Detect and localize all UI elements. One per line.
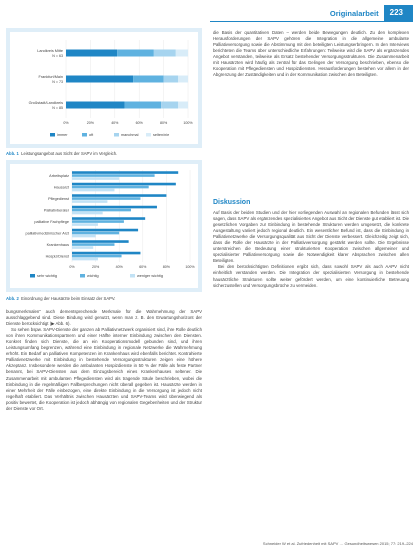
fig1-bar-manchmal: [161, 102, 178, 109]
fig1-bar-selten/nie: [176, 50, 188, 57]
fig2-category-label: Arbeitsplatz: [49, 174, 69, 179]
fig1-bar-immer: [66, 50, 117, 57]
fig1-legend-swatch: [114, 133, 119, 137]
fig1-n-label: N = 63: [52, 54, 63, 58]
fig2-bar-wichtig: [72, 186, 149, 189]
fig2-bar-weniger wichtig: [72, 246, 93, 249]
page-number: 223: [384, 5, 413, 21]
right-paragraph-3: Bei den berücksichtigten Definitionen ergibt sich, dass sowohl SAPV als auch AAPV nicht einheitlich verstanden werden. Die Integration der spezialisierten Versorgung in bestehende hausärztliche Strukturen sollte weiter gefördert werden, um eine kontinuierliche Betreuung sicherzustellen und Versorgungsbrüche zu vermeiden.: [213, 264, 409, 288]
fig2-bar-weniger wichtig: [72, 258, 98, 261]
fig1-bar-selten/nie: [178, 102, 188, 109]
fig1-legend-label: oft: [89, 133, 94, 137]
fig2-category-label: Pflegedienst: [48, 197, 69, 202]
fig1-bar-immer: [66, 76, 133, 83]
header-rule: [210, 21, 413, 22]
fig1-tick-label: 60%: [135, 121, 143, 125]
left-paragraph-1: bungsmerkmalen" auch dementsprechende Merkmale für die Wahrnehmung der SAPV ausschlaggebend sind. Diese Bindung wird genutzt, wenn man z. B. den Erwartungshorizont der Dienste berücksichtigt (▶ Abb. 6).: [6, 309, 202, 327]
fig2-legend-swatch: [30, 274, 35, 278]
fig1-tick-label: 80%: [159, 121, 168, 125]
fig2-legend-label: weniger wichtig: [137, 274, 163, 278]
fig1-bar-manchmal: [154, 50, 176, 57]
fig1-tick-label: 100%: [183, 121, 193, 125]
figure-1-chart: [10, 32, 198, 144]
fig1-tick-label: 20%: [86, 121, 95, 125]
fig1-n-label: N = 73: [52, 80, 63, 84]
fig1-bar-immer: [66, 102, 125, 109]
fig2-bar-sehr wichtig: [72, 194, 166, 197]
figure-1-caption-text: Leistungsangebot aus Sicht der SAPV im Vergleich.: [21, 151, 118, 156]
fig1-legend-label: selten/nie: [153, 133, 170, 137]
fig2-tick-label: 100%: [185, 265, 195, 269]
fig2-bar-sehr wichtig: [72, 171, 178, 174]
fig2-legend-swatch: [130, 274, 135, 278]
fig2-bar-weniger wichtig: [72, 200, 107, 203]
fig2-tick-label: 80%: [162, 265, 171, 269]
fig2-tick-label: 20%: [91, 265, 100, 269]
fig2-bar-weniger wichtig: [72, 212, 103, 215]
left-paragraph-2: So sehen bspw. SAPV-Dienste der ganzen ab Palliativnetzwerk organisiert sind, ihre Rolle deutlich von ihren Kommunikationspartnern und einer Hälfte interner Einbindung zwischen den Diensten. Konkret finden sich Dienste, die an ein Kooperationsmodell gebunden sind, und ihren Leistungsumfang begrenzen, während eine Einbindung in regionale Netzwerke die Wahrnehmung erhöht. Ein Bedarf an palliativen Kompetenzen im Krankenhaus wird ebenfalls berichtet. Kontrahierte Palliativnetzwerke mit Einbindung in bestehende Versorgungsstrukturen zeigen eine höhere Akzeptanz. Insbesondere werden die ambulanten Hospizdienste in 50 % der Fälle als feste Partner benannt, bei SAPV-Diensten aus dem Einzugsbereich eines Krankenhauses seltener. Die Zusammenarbeit mit ambulanten Pflegediensten wird als tragende Säule beschrieben, wobei die Einbindung in die regelmäßigen Fallbesprechungen nicht überall gegeben ist. Hausärzte werden in einer Mehrheit der Fälle einbezogen, eine direkte Einbindung in die Versorgung ist jedoch nicht regelhaft etabliert. Das Verhältnis zwischen Hausärzten und SAPV-Teams wird überwiegend als positiv bewertet, die Kooperation ist jedoch abhängig von regionalen Gegebenheiten und der Struktur der Dienste vor Ort.: [6, 327, 202, 411]
fig1-category-label: Landkreis Mitte: [37, 49, 63, 53]
figure-2-panel: [10, 164, 198, 288]
fig2-bar-sehr wichtig: [72, 229, 138, 232]
fig2-category-label: palliative Fachpflege: [34, 220, 69, 225]
figure-2-caption-label: Abb. 2: [6, 296, 19, 301]
fig2-tick-label: 40%: [115, 265, 123, 269]
right-column-text-discussion: [213, 210, 409, 289]
fig1-legend-label: manchmal: [121, 133, 139, 137]
figure-2-caption: [6, 296, 202, 301]
fig2-bar-weniger wichtig: [72, 177, 119, 180]
fig1-n-label: N = 85: [52, 106, 63, 110]
figure-2-chart: [10, 164, 198, 288]
fig2-bar-sehr wichtig: [72, 252, 140, 255]
fig2-bar-sehr wichtig: [72, 183, 176, 186]
fig2-bar-weniger wichtig: [72, 223, 98, 226]
fig2-category-label: Krankenhaus: [46, 243, 69, 248]
fig1-legend-label: immer: [57, 133, 68, 137]
fig2-legend-label: wichtig: [87, 274, 99, 278]
fig2-bar-weniger wichtig: [72, 235, 96, 238]
left-column-text: [6, 309, 202, 412]
section-label: Originalarbeit: [329, 8, 379, 18]
fig1-category-label: Frankfurt/Main: [38, 75, 63, 79]
fig2-bar-weniger wichtig: [72, 189, 114, 192]
right-paragraph-2: Auf Basis der beiden Studien und der hier vorliegenden Auswahl an regionalen Befunden lässt sich sagen, dass SAPV als ergänzendes spezialisiertes Angebot aus Sicht der Dienste gut etabliert ist. Die gesetzlichen Vorgaben zur Einbindung in bestehende Strukturen werden umgesetzt, die konkrete Ausgestaltung variiert jedoch regional deutlich. Ein wesentlicher Befund ist, dass die Einbindung in Palliativnetzwerke die Versorgungsqualität aus Sicht der Dienste verbessert. Gleichzeitig zeigt sich, dass die Rolle der Hausärzte in der Palliativversorgung gestärkt werden sollte. Die Ergebnisse unterstreichen die Bedeutung einer strukturierten Kooperation zwischen allgemeiner und spezialisierter Palliativversorgung sowie die Notwendigkeit klarer Absprachen zwischen allen Beteiligten.: [213, 210, 409, 264]
fig2-category-label: Palliativberater: [43, 208, 69, 213]
fig1-legend-swatch: [50, 133, 55, 137]
figure-2-box: [6, 160, 202, 292]
figure-2-caption-text: Einordnung der Hausärzte beim Einsatz der SAPV.: [21, 296, 116, 301]
fig1-bar-oft: [125, 102, 162, 109]
fig2-bar-sehr wichtig: [72, 240, 129, 243]
fig2-tick-label: 0%: [69, 265, 75, 269]
fig2-category-label: Hausarzt: [53, 185, 69, 190]
fig1-bar-manchmal: [164, 76, 179, 83]
fig1-tick-label: 0%: [63, 121, 69, 125]
fig2-bar-sehr wichtig: [72, 217, 145, 220]
fig1-category-label: Großstadt/Landkreis: [28, 101, 63, 105]
fig2-bar-wichtig: [72, 232, 119, 235]
fig2-bar-wichtig: [72, 220, 124, 223]
figure-1-panel: [10, 32, 198, 144]
fig2-bar-sehr wichtig: [72, 206, 157, 209]
right-column-text-top: [213, 30, 409, 78]
fig2-legend-label: sehr wichtig: [37, 274, 58, 278]
fig2-legend-swatch: [80, 274, 85, 278]
section-heading-diskussion: Diskussion: [213, 199, 251, 206]
fig1-legend-swatch: [82, 133, 87, 137]
figure-1-caption-label: Abb. 1: [6, 151, 19, 156]
fig1-bar-selten/nie: [178, 76, 188, 83]
fig2-bar-wichtig: [72, 209, 131, 212]
fig2-bar-wichtig: [72, 174, 155, 177]
fig1-bar-oft: [133, 76, 164, 83]
right-paragraph-1: die Basis der quantitativen Daten – werden beide Bewegungen deutlich. Zu den komplexen Herausforderungen der SAPV gehören die Integration in die allgemeine ambulante Palliativversorgung sowie die Abstimmung mit den beteiligten Leistungserbringern. In den Interviews berichteten die Teams über unterschiedliche Erfahrungen: Teilweise wird die SAPV als ergänzendes Angebot verstanden, teilweise als Ersatz bestehender Versorgungsstrukturen. Die Zusammenarbeit mit Hausärzten wird häufig als zentral für das Gelingen der Versorgung beschrieben, ebenso die Kooperation mit Pflegediensten und Hospizdiensten. Herausforderungen bestehen vor allem in der Abgrenzung der Zuständigkeiten und in der Kommunikation zwischen den Beteiligten.: [213, 30, 409, 78]
page-header: [330, 4, 413, 22]
fig2-category-label: Hospiz/Dienst: [45, 254, 69, 259]
fig1-bar-oft: [117, 50, 154, 57]
fig1-legend-swatch: [146, 133, 151, 137]
fig1-tick-label: 40%: [111, 121, 119, 125]
fig2-category-label: palliativmedizinischer Arzt: [25, 231, 69, 236]
figure-1-box: [6, 28, 202, 148]
figure-1-caption: [6, 151, 202, 156]
page-footer: Schneider W et al. Zufriedenheit mit SAPV … Gesundheitswesen 2015; 77: 219–224: [262, 541, 413, 546]
fig2-bar-wichtig: [72, 243, 114, 246]
fig2-bar-wichtig: [72, 255, 122, 258]
fig2-bar-wichtig: [72, 197, 140, 200]
fig2-tick-label: 60%: [139, 265, 147, 269]
